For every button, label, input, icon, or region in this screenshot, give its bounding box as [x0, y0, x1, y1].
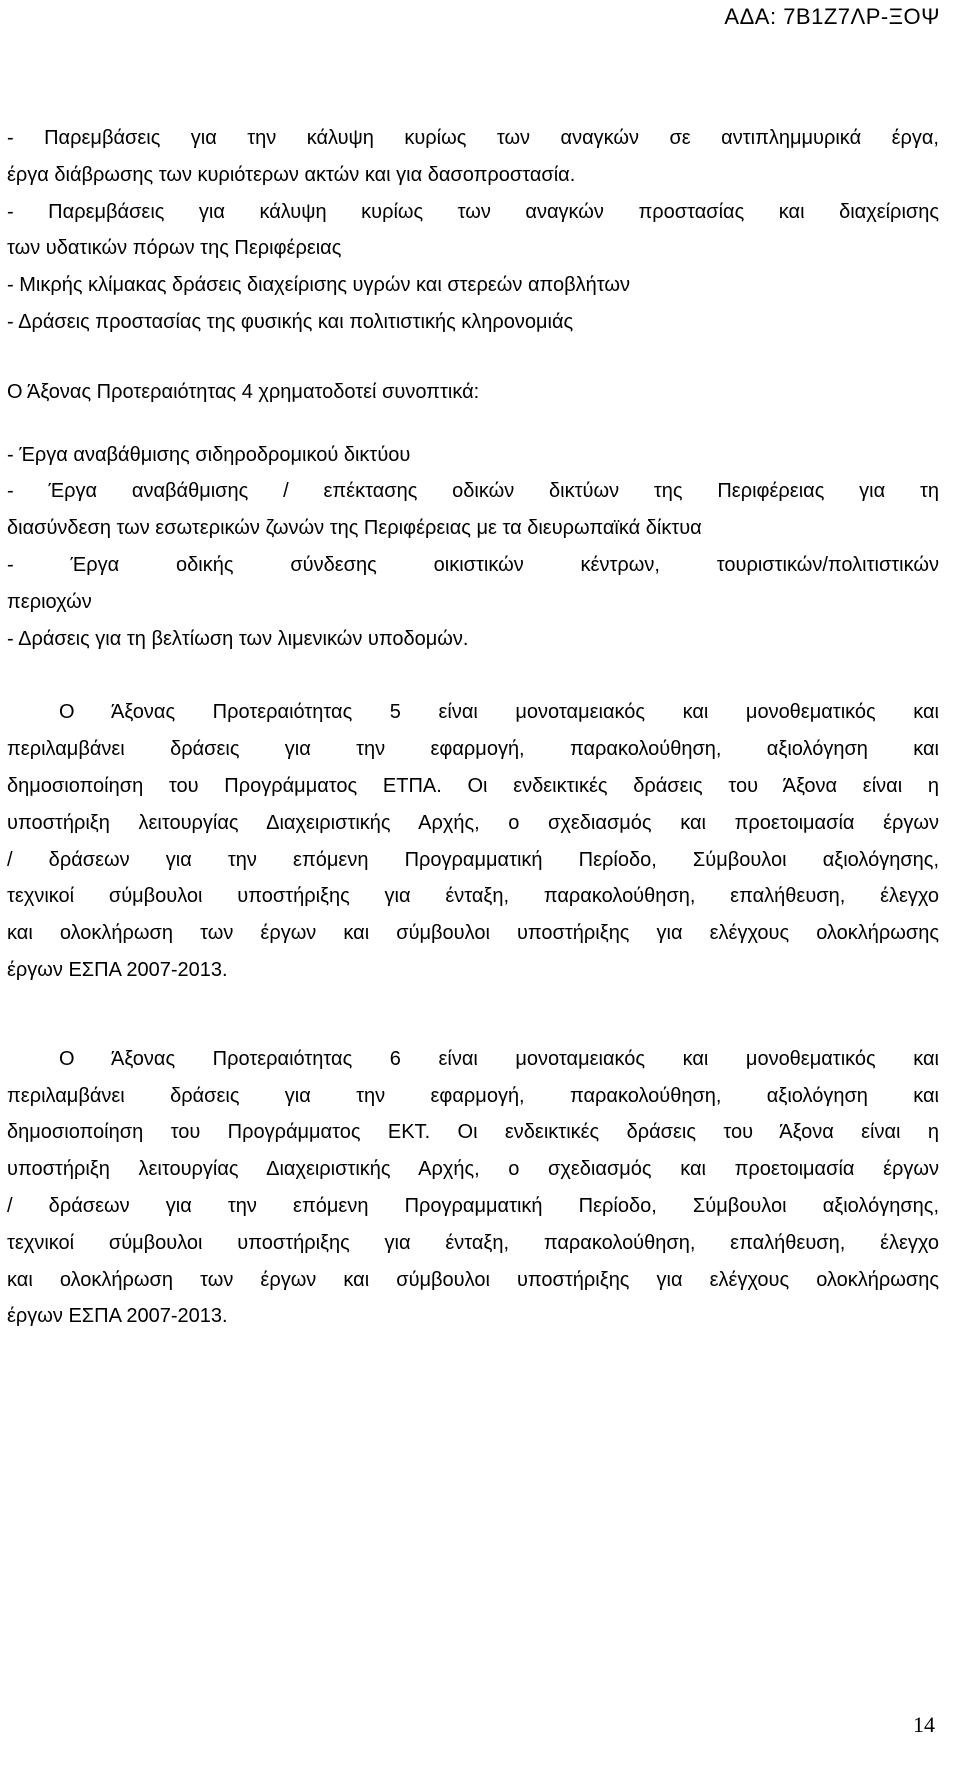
- axis5-paragraph: [7, 694, 939, 988]
- list-item: - Παρεμβάσεις για την κάλυψη κυρίως των αναγκών σε αντιπλημμυρικά έργα,: [7, 127, 939, 149]
- list-item: - Δράσεις προστασίας της φυσικής και πολιτιστικής κληρονομιάς: [7, 310, 574, 333]
- list-item-continuation: περιοχών: [7, 590, 92, 613]
- ada-code: ΑΔΑ: 7Β1Ζ7ΛΡ-ΞΟΨ: [724, 4, 940, 29]
- list-item: - Έργα αναβάθμισης σιδηροδρομικού δικτύου: [7, 443, 411, 466]
- paragraph-line: / δράσεων για την επόμενη Προγραμματική Περίοδο, Σύμβουλοι αξιολόγησης,: [7, 848, 939, 871]
- list-item: - Έργα αναβάθμισης / επέκτασης οδικών δικτύων της Περιφέρειας για τη: [7, 480, 939, 503]
- paragraph-line: δημοσιοποίηση του Προγράμματος ΕΚΤ. Οι ενδεικτικές δράσεις του Άξονα είναι η: [7, 1121, 939, 1144]
- paragraph-line: δημοσιοποίηση του Προγράμματος ΕΤΠΑ. Οι ενδεικτικές δράσεις του Άξονα είναι η: [7, 774, 939, 797]
- paragraph-line: υποστήριξη λειτουργίας Διαχειριστικής Αρχής, ο σχεδιασμός και προετοιμασία έργων: [7, 1158, 939, 1181]
- paragraph-line: / δράσεων για την επόμενη Προγραμματική Περίοδο, Σύμβουλοι αξιολόγησης,: [7, 1194, 939, 1217]
- paragraph-line: τεχνικοί σύμβουλοι υποστήριξης για ένταξη, παρακολούθηση, επαλήθευση, έλεγχο: [7, 885, 939, 908]
- axis4-intro: Ο Άξονας Προτεραιότητας 4 χρηματοδοτεί συνοπτικά:: [7, 380, 480, 403]
- page-number: 14: [913, 1712, 935, 1737]
- list-item-continuation: έργα διάβρωσης των κυριότερων ακτών και για δασοπροστασία.: [7, 163, 576, 186]
- axis6-paragraph: [7, 1041, 939, 1335]
- paragraph-line: έργων ΕΣΠΑ 2007-2013.: [7, 958, 228, 981]
- list-item: - Έργα οδικής σύνδεσης οικιστικών κέντρων, τουριστικών/πολιτιστικών: [7, 553, 939, 576]
- paragraph-line: τεχνικοί σύμβουλοι υποστήριξης για ένταξη, παρακολούθηση, επαλήθευση, έλεγχο: [7, 1231, 939, 1254]
- list-item: - Δράσεις για τη βελτίωση των λιμενικών υποδομών.: [7, 627, 469, 650]
- list-item: - Μικρής κλίμακας δράσεις διαχείρισης υγρών και στερεών αποβλήτων: [7, 274, 630, 297]
- paragraph-line: και ολοκλήρωση των έργων και σύμβουλοι υποστήριξης για ελέγχους ολοκλήρωσης: [7, 1268, 939, 1291]
- environment-actions-list: [7, 120, 939, 341]
- paragraph-line: έργων ΕΣΠΑ 2007-2013.: [7, 1305, 228, 1328]
- paragraph-line: υποστήριξη λειτουργίας Διαχειριστικής Αρχής, ο σχεδιασμός και προετοιμασία έργων: [7, 811, 939, 834]
- paragraph-line: περιλαμβάνει δράσεις για την εφαρμογή, παρακολούθηση, αξιολόγηση και: [7, 738, 939, 761]
- list-item-continuation: των υδατικών πόρων της Περιφέρειας: [7, 237, 342, 260]
- paragraph-line: Ο Άξονας Προτεραιότητας 6 είναι μονοταμειακός και μονοθεματικός και: [59, 1047, 939, 1070]
- paragraph-line: Ο Άξονας Προτεραιότητας 5 είναι μονοταμειακός και μονοθεματικός και: [59, 701, 939, 724]
- list-item-continuation: διασύνδεση των εσωτερικών ζωνών της Περιφέρειας με τα διευρωπαϊκά δίκτυα: [7, 517, 702, 540]
- paragraph-line: περιλαμβάνει δράσεις για την εφαρμογή, παρακολούθηση, αξιολόγηση και: [7, 1084, 939, 1107]
- transport-actions-list: [7, 437, 939, 658]
- document-body: [7, 120, 939, 1335]
- paragraph-line: και ολοκλήρωση των έργων και σύμβουλοι υποστήριξης για ελέγχους ολοκλήρωσης: [7, 922, 939, 945]
- list-item: - Παρεμβάσεις για κάλυψη κυρίως των αναγκών προστασίας και διαχείρισης: [7, 200, 939, 223]
